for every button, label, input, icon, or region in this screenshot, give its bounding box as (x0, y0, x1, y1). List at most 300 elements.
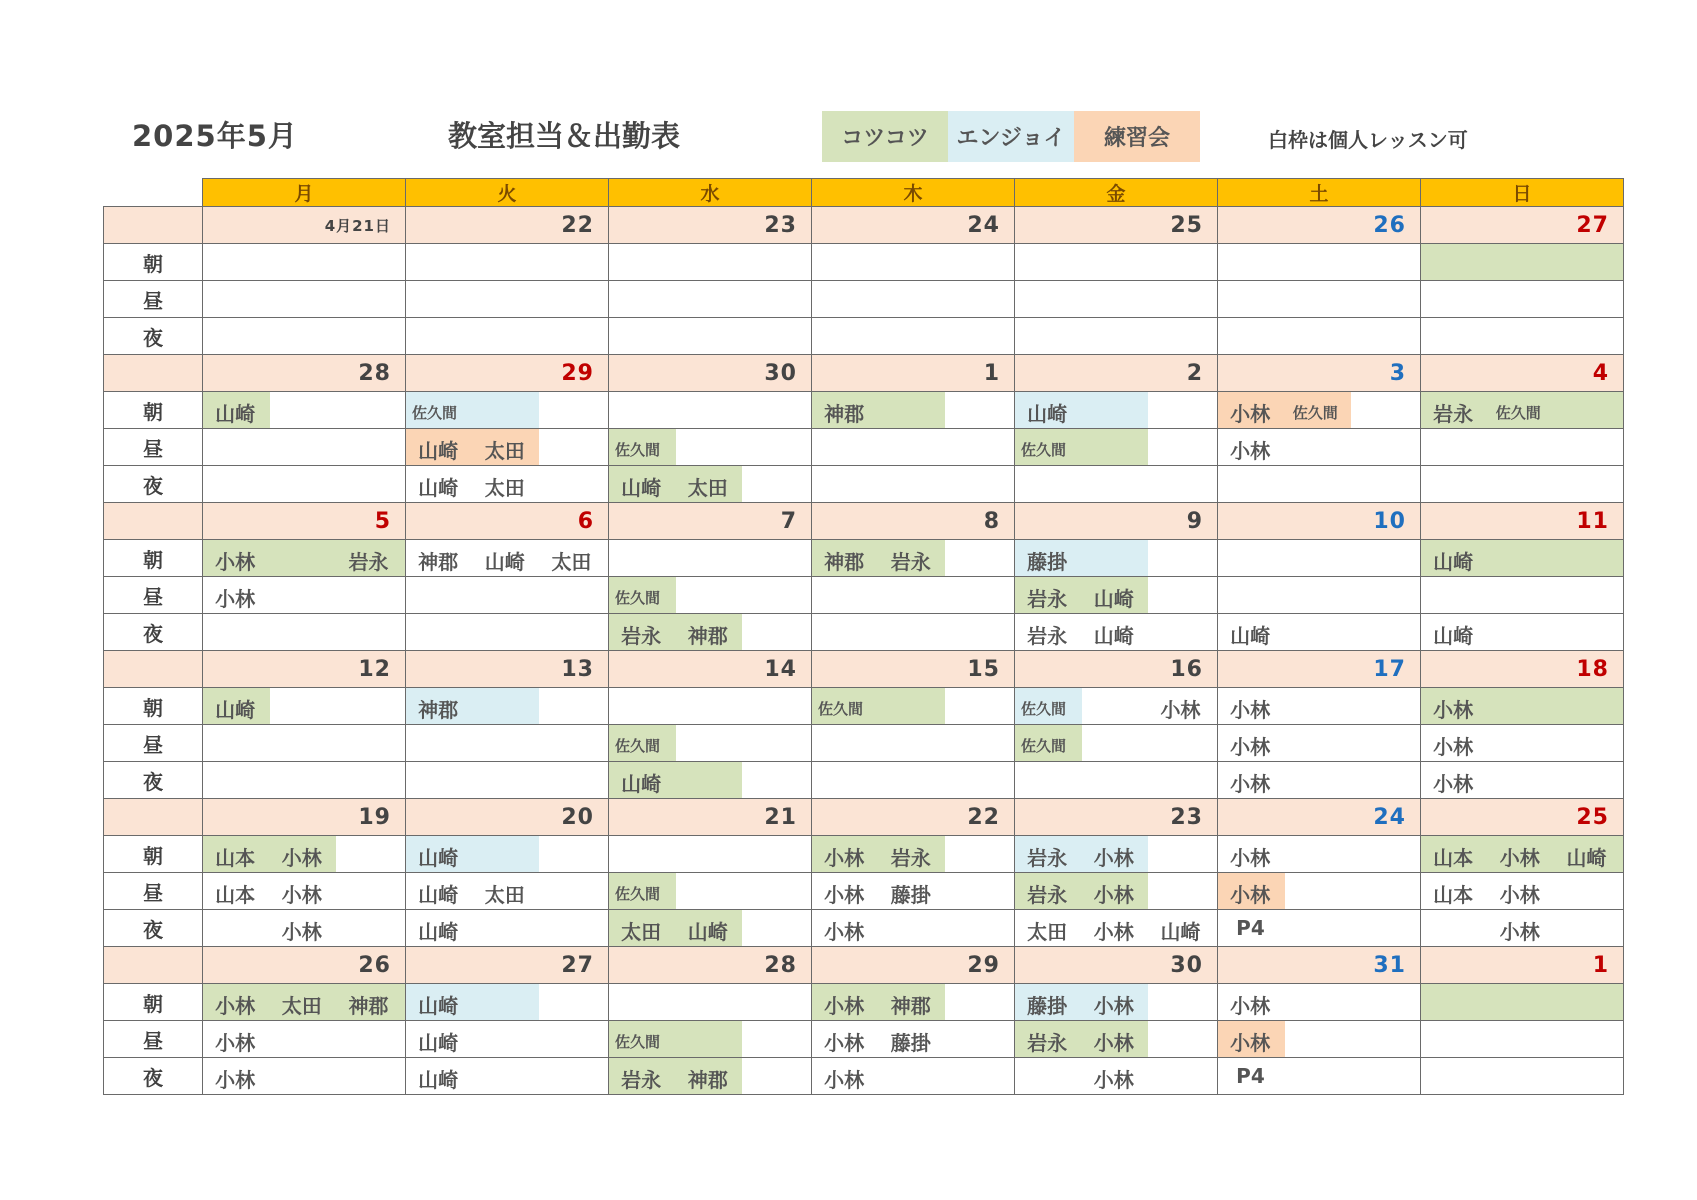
schedule-cell (609, 392, 812, 429)
schedule-cell (609, 836, 812, 873)
staff-name: 佐久間 (615, 885, 661, 903)
schedule-cell (1218, 984, 1421, 1021)
staff-name: P4 (1236, 1064, 1265, 1088)
schedule-cell (406, 725, 609, 762)
staff-name: 岩永 (1027, 846, 1068, 870)
schedule-cell (1015, 318, 1218, 355)
date-cell: 22 (812, 799, 1015, 836)
schedule-cell (203, 873, 406, 910)
schedule-cell (406, 688, 609, 725)
slot-label: 昼 (104, 873, 203, 910)
date-cell: 29 (812, 947, 1015, 984)
weekday-header: 木 (812, 179, 1015, 207)
date-cell: 29 (406, 355, 609, 392)
staff-name: 岩永 (1027, 883, 1068, 907)
staff-name: 山崎 (1093, 624, 1134, 648)
schedule-cell (1218, 318, 1421, 355)
staff-name: 山崎 (418, 476, 459, 500)
staff-name: 佐久間 (615, 441, 661, 459)
staff-name: 小林 (215, 994, 256, 1018)
schedule-cell (1218, 577, 1421, 614)
date-cell: 11 (1421, 503, 1624, 540)
date-row-label (104, 355, 203, 392)
slot-row (104, 836, 1624, 873)
staff-name: 小林 (1230, 698, 1271, 722)
schedule-cell (1421, 836, 1624, 873)
schedule-cell (1218, 910, 1421, 947)
schedule-cell (1218, 1058, 1421, 1095)
staff-name: 太田 (687, 476, 728, 500)
date-cell: 1 (1421, 947, 1624, 984)
schedule-cell (609, 725, 812, 762)
date-cell: 7 (609, 503, 812, 540)
staff-name: 小林 (1093, 994, 1134, 1018)
schedule-cell (1218, 429, 1421, 466)
schedule-cell (1421, 910, 1624, 947)
staff-name: 山崎 (621, 772, 662, 796)
schedule-cell (1218, 244, 1421, 281)
date-row-label (104, 503, 203, 540)
staff-name: 小林 (215, 1031, 256, 1055)
date-cell: 25 (1421, 799, 1624, 836)
staff-name: 山崎 (1433, 550, 1474, 574)
weekday-header: 日 (1421, 179, 1624, 207)
schedule-cell (203, 244, 406, 281)
staff-name: P4 (1236, 916, 1265, 940)
schedule-cell (406, 873, 609, 910)
slot-row (104, 466, 1624, 503)
date-cell: 23 (609, 207, 812, 244)
date-cell: 6 (406, 503, 609, 540)
staff-name: 神郡 (687, 624, 728, 648)
staff-name: 神郡 (890, 994, 931, 1018)
schedule-cell (406, 1058, 609, 1095)
schedule-cell (812, 873, 1015, 910)
slot-label: 昼 (104, 577, 203, 614)
staff-name: 佐久間 (615, 1033, 661, 1051)
date-cell: 26 (203, 947, 406, 984)
slot-label: 夜 (104, 910, 203, 947)
staff-name: 佐久間 (818, 700, 864, 718)
schedule-cell (1015, 614, 1218, 651)
staff-name: 藤掛 (890, 1031, 931, 1055)
date-cell: 4月21日 (203, 207, 406, 244)
slot-label: 昼 (104, 429, 203, 466)
staff-name: 小林 (281, 920, 322, 944)
staff-name: 岩永 (890, 550, 931, 574)
schedule-cell (609, 1058, 812, 1095)
schedule-cell (203, 281, 406, 318)
staff-name: 神郡 (418, 550, 459, 574)
legend-practice: 練習会 (1074, 111, 1200, 162)
staff-name: 小林 (281, 883, 322, 907)
staff-name: 山崎 (484, 550, 525, 574)
schedule-cell (1015, 762, 1218, 799)
schedule-cell (1015, 910, 1218, 947)
staff-name: 山本 (215, 846, 256, 870)
schedule-cell (1421, 244, 1624, 281)
slot-label: 夜 (104, 762, 203, 799)
date-cell: 4 (1421, 355, 1624, 392)
slot-label: 朝 (104, 540, 203, 577)
schedule-cell (1218, 1021, 1421, 1058)
schedule-cell (406, 318, 609, 355)
date-cell: 28 (203, 355, 406, 392)
date-row-label (104, 947, 203, 984)
date-row-label (104, 207, 203, 244)
staff-name: 岩永 (348, 550, 389, 574)
date-cell: 15 (812, 651, 1015, 688)
schedule-cell (1421, 984, 1624, 1021)
staff-name: 小林 (215, 550, 256, 574)
schedule-cell (609, 540, 812, 577)
date-cell: 14 (609, 651, 812, 688)
date-cell: 2 (1015, 355, 1218, 392)
schedule-cell (203, 836, 406, 873)
schedule-table (103, 178, 1624, 1095)
date-cell: 30 (1015, 947, 1218, 984)
staff-name: 小林 (824, 920, 865, 944)
slot-row (104, 614, 1624, 651)
staff-name: 神郡 (348, 994, 389, 1018)
slot-row (104, 318, 1624, 355)
date-cell: 9 (1015, 503, 1218, 540)
staff-name: 小林 (1093, 920, 1134, 944)
slot-label: 昼 (104, 725, 203, 762)
schedule-cell (406, 540, 609, 577)
slot-label: 朝 (104, 836, 203, 873)
staff-name: 山崎 (1160, 920, 1201, 944)
legend-enjoy: エンジョイ (948, 111, 1074, 162)
schedule-cell (406, 762, 609, 799)
schedule-cell (203, 614, 406, 651)
date-row-label (104, 799, 203, 836)
staff-name: 小林 (1433, 698, 1474, 722)
schedule-cell (1015, 281, 1218, 318)
schedule-cell (812, 762, 1015, 799)
corner-blank (104, 179, 203, 207)
page-title: 教室担当＆出勤表 (448, 119, 681, 153)
staff-name: 山本 (215, 883, 256, 907)
staff-name: 小林 (1499, 846, 1540, 870)
staff-name: 山崎 (215, 698, 256, 722)
date-row (104, 799, 1624, 836)
staff-name: 小林 (215, 587, 256, 611)
staff-name: 山崎 (418, 883, 459, 907)
schedule-cell (812, 984, 1015, 1021)
schedule-cell (203, 318, 406, 355)
schedule-cell (406, 1021, 609, 1058)
slot-label: 朝 (104, 244, 203, 281)
schedule-cell (1015, 1021, 1218, 1058)
staff-name: 小林 (1230, 994, 1271, 1018)
staff-name: 小林 (1160, 698, 1201, 722)
schedule-cell (203, 984, 406, 1021)
staff-name: 藤掛 (890, 883, 931, 907)
staff-name: 小林 (1093, 1031, 1134, 1055)
staff-name: 佐久間 (1021, 737, 1067, 755)
schedule-cell (406, 244, 609, 281)
date-cell: 1 (812, 355, 1015, 392)
date-cell: 5 (203, 503, 406, 540)
slot-row (104, 577, 1624, 614)
schedule-cell (1218, 762, 1421, 799)
slot-row (104, 429, 1624, 466)
date-cell: 13 (406, 651, 609, 688)
schedule-cell (203, 392, 406, 429)
schedule-cell (812, 1021, 1015, 1058)
schedule-cell (1421, 725, 1624, 762)
date-cell: 10 (1218, 503, 1421, 540)
schedule-cell (1421, 688, 1624, 725)
schedule-cell (1218, 614, 1421, 651)
staff-name: 小林 (1499, 883, 1540, 907)
schedule-cell (406, 910, 609, 947)
staff-name: 佐久間 (615, 737, 661, 755)
staff-name: 太田 (551, 550, 592, 574)
schedule-cell (1421, 429, 1624, 466)
schedule-cell (609, 429, 812, 466)
schedule-cell (812, 392, 1015, 429)
schedule-cell (406, 466, 609, 503)
date-row (104, 947, 1624, 984)
date-cell: 8 (812, 503, 1015, 540)
category-fill (1421, 244, 1623, 280)
date-cell: 28 (609, 947, 812, 984)
schedule-cell (1421, 1021, 1624, 1058)
schedule-cell (609, 873, 812, 910)
schedule-cell (1421, 466, 1624, 503)
staff-name: 山本 (1433, 846, 1474, 870)
schedule-cell (406, 984, 609, 1021)
staff-name: 岩永 (1433, 402, 1474, 426)
date-cell: 21 (609, 799, 812, 836)
schedule-cell (1015, 836, 1218, 873)
schedule-cell (203, 577, 406, 614)
date-cell: 17 (1218, 651, 1421, 688)
staff-name: 岩永 (1027, 1031, 1068, 1055)
schedule-cell (1421, 614, 1624, 651)
weekday-header: 水 (609, 179, 812, 207)
staff-name: 小林 (1433, 735, 1474, 759)
staff-name: 山崎 (1566, 846, 1607, 870)
schedule-cell (812, 725, 1015, 762)
date-cell: 31 (1218, 947, 1421, 984)
date-cell: 24 (812, 207, 1015, 244)
staff-name: 小林 (1230, 735, 1271, 759)
staff-name: 山崎 (418, 920, 459, 944)
staff-name: 佐久間 (615, 589, 661, 607)
schedule-cell (203, 1058, 406, 1095)
schedule-cell (1218, 873, 1421, 910)
staff-name: 太田 (1027, 920, 1068, 944)
schedule-cell (1015, 873, 1218, 910)
staff-name: 小林 (1093, 1068, 1134, 1092)
slot-label: 朝 (104, 392, 203, 429)
schedule-cell (812, 577, 1015, 614)
staff-name: 山崎 (621, 476, 662, 500)
schedule-cell (812, 318, 1015, 355)
schedule-cell (609, 910, 812, 947)
schedule-cell (812, 540, 1015, 577)
staff-name: 岩永 (1027, 587, 1068, 611)
schedule-cell (812, 466, 1015, 503)
private-lesson-note: 白枠は個人レッスン可 (1268, 128, 1468, 152)
slot-label: 夜 (104, 1058, 203, 1095)
date-cell: 24 (1218, 799, 1421, 836)
date-row (104, 207, 1624, 244)
schedule-cell (1421, 281, 1624, 318)
staff-name: 岩永 (1027, 624, 1068, 648)
staff-name: 佐久間 (1021, 441, 1067, 459)
schedule-cell (1218, 466, 1421, 503)
schedule-cell (1421, 392, 1624, 429)
date-cell: 26 (1218, 207, 1421, 244)
staff-name: 山崎 (1433, 624, 1474, 648)
staff-name: 小林 (215, 1068, 256, 1092)
staff-name: 山崎 (418, 994, 459, 1018)
staff-name: 山崎 (1230, 624, 1271, 648)
staff-name: 佐久間 (412, 404, 458, 422)
weekday-header: 月 (203, 179, 406, 207)
slot-label: 朝 (104, 688, 203, 725)
staff-name: 小林 (1093, 883, 1134, 907)
date-cell: 16 (1015, 651, 1218, 688)
schedule-cell (1218, 540, 1421, 577)
schedule-cell (1421, 762, 1624, 799)
slot-row (104, 725, 1624, 762)
staff-name: 小林 (824, 883, 865, 907)
slot-row (104, 392, 1624, 429)
staff-name: 小林 (824, 1031, 865, 1055)
slot-label: 昼 (104, 281, 203, 318)
slot-row (104, 281, 1624, 318)
date-row (104, 355, 1624, 392)
slot-label: 朝 (104, 984, 203, 1021)
schedule-cell (812, 910, 1015, 947)
schedule-cell (812, 1058, 1015, 1095)
staff-name: 太田 (281, 994, 322, 1018)
schedule-cell (609, 318, 812, 355)
date-row (104, 651, 1624, 688)
staff-name: 神郡 (824, 402, 865, 426)
schedule-cell (203, 1021, 406, 1058)
schedule-cell (609, 466, 812, 503)
staff-name: 小林 (824, 994, 865, 1018)
schedule-cell (406, 836, 609, 873)
date-cell: 20 (406, 799, 609, 836)
staff-name: 小林 (1433, 772, 1474, 796)
staff-name: 神郡 (687, 1068, 728, 1092)
schedule-cell (609, 984, 812, 1021)
schedule-cell (1015, 466, 1218, 503)
staff-name: 山崎 (1093, 587, 1134, 611)
schedule-cell (1218, 725, 1421, 762)
staff-name: 小林 (1230, 772, 1271, 796)
schedule-cell (1015, 1058, 1218, 1095)
staff-name: 佐久間 (1495, 404, 1541, 422)
schedule-cell (1015, 688, 1218, 725)
schedule-cell (812, 688, 1015, 725)
schedule-cell (1421, 873, 1624, 910)
staff-name: 小林 (1230, 402, 1271, 426)
staff-name: 佐久間 (1021, 700, 1067, 718)
staff-name: 小林 (1230, 846, 1271, 870)
staff-name: 藤掛 (1027, 994, 1068, 1018)
schedule-cell (406, 281, 609, 318)
staff-name: 小林 (1230, 439, 1271, 463)
schedule-cell (203, 725, 406, 762)
slot-label: 夜 (104, 318, 203, 355)
schedule-cell (609, 762, 812, 799)
schedule-cell (1015, 540, 1218, 577)
staff-name: 山崎 (1027, 402, 1068, 426)
schedule-cell (1421, 318, 1624, 355)
staff-name: 太田 (621, 920, 662, 944)
staff-name: 太田 (484, 476, 525, 500)
schedule-cell (1218, 392, 1421, 429)
staff-name: 神郡 (418, 698, 459, 722)
staff-name: 太田 (484, 883, 525, 907)
schedule-cell (609, 281, 812, 318)
date-cell: 12 (203, 651, 406, 688)
staff-name: 山崎 (215, 402, 256, 426)
schedule-cell (1015, 984, 1218, 1021)
staff-name: 藤掛 (1027, 550, 1068, 574)
staff-name: 小林 (1230, 1031, 1271, 1055)
staff-name: 神郡 (824, 550, 865, 574)
schedule-cell (1421, 540, 1624, 577)
date-cell: 22 (406, 207, 609, 244)
date-cell: 27 (1421, 207, 1624, 244)
weekday-header-row (104, 179, 1624, 207)
date-cell: 19 (203, 799, 406, 836)
schedule-cell (812, 836, 1015, 873)
schedule-cell (1015, 392, 1218, 429)
schedule-cell (203, 466, 406, 503)
staff-name: 小林 (824, 1068, 865, 1092)
staff-name: 岩永 (621, 624, 662, 648)
staff-name: 山崎 (687, 920, 728, 944)
schedule-cell (203, 910, 406, 947)
schedule-cell (1015, 577, 1218, 614)
slot-row (104, 688, 1624, 725)
schedule-cell (406, 614, 609, 651)
weekday-header: 金 (1015, 179, 1218, 207)
slot-label: 夜 (104, 466, 203, 503)
slot-row (104, 984, 1624, 1021)
staff-name: 小林 (281, 846, 322, 870)
staff-name: 小林 (824, 846, 865, 870)
slot-row (104, 244, 1624, 281)
staff-name: 岩永 (621, 1068, 662, 1092)
category-fill (1421, 984, 1623, 1020)
schedule-cell (812, 614, 1015, 651)
staff-name: 佐久間 (1292, 404, 1338, 422)
weekday-header: 土 (1218, 179, 1421, 207)
schedule-cell (609, 614, 812, 651)
schedule-cell (1015, 244, 1218, 281)
schedule-cell (406, 577, 609, 614)
date-cell: 27 (406, 947, 609, 984)
schedule-cell (1015, 429, 1218, 466)
staff-name: 小林 (1230, 883, 1271, 907)
date-cell: 30 (609, 355, 812, 392)
date-cell: 3 (1218, 355, 1421, 392)
staff-name: 山崎 (418, 846, 459, 870)
date-cell: 18 (1421, 651, 1624, 688)
schedule-cell (1421, 1058, 1624, 1095)
